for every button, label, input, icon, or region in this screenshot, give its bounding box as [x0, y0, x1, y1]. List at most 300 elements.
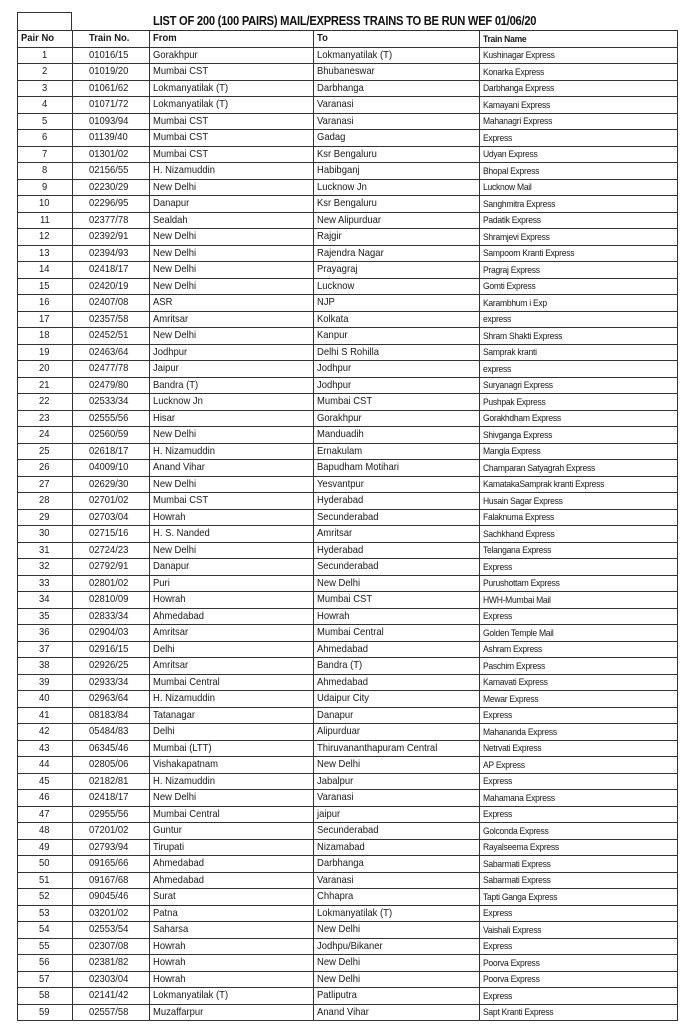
- train-no-cell-text: 09045/46: [89, 890, 129, 903]
- train-name-cell: [480, 476, 678, 493]
- train-no-cell-text: 01139/40: [89, 131, 129, 144]
- pair-no-cell: [18, 790, 73, 807]
- train-no-cell: [73, 724, 150, 741]
- pair-no-cell-text: 11: [39, 213, 50, 226]
- train-no-cell: [73, 971, 150, 988]
- table-row: [18, 641, 678, 658]
- train-name-cell-text: Telangana Express: [483, 545, 552, 556]
- train-no-cell: [73, 559, 150, 576]
- from-cell-text: H. Nizamuddin: [153, 774, 215, 787]
- to-cell: [314, 988, 480, 1005]
- train-name-cell-text: Shramjevi Express: [483, 231, 550, 243]
- from-cell: [150, 905, 314, 922]
- to-cell-text: Amritsar: [317, 527, 353, 540]
- from-cell: [150, 707, 314, 724]
- pair-no-cell-text: 38: [39, 659, 50, 672]
- table-row: [18, 476, 678, 493]
- train-no-cell: [73, 806, 150, 823]
- to-cell-text: Howrah: [317, 609, 350, 622]
- table-row: [18, 163, 678, 180]
- from-cell-text: Howrah: [153, 510, 186, 523]
- from-cell: [150, 47, 314, 64]
- train-no-cell: [73, 493, 150, 510]
- pair-no-cell: [18, 295, 73, 312]
- from-cell-text: Vishakapatnam: [153, 758, 218, 771]
- from-cell-text: Puri: [153, 576, 170, 589]
- pair-no-cell-text: 1: [42, 48, 48, 61]
- train-name-cell: [480, 427, 678, 444]
- train-name-cell: [480, 361, 678, 378]
- train-name-cell-text: Mangla Express: [483, 446, 541, 457]
- train-no-cell-text: 02715/16: [89, 527, 129, 540]
- train-name-cell-text: Sabarmati Express: [483, 875, 551, 886]
- train-no-cell-text: 02141/42: [89, 989, 129, 1002]
- train-name-cell-text: Express: [483, 776, 512, 787]
- to-cell: [314, 410, 480, 427]
- pair-no-cell: [18, 608, 73, 625]
- train-no-cell: [73, 460, 150, 477]
- table-body: [18, 47, 678, 1021]
- from-cell-text: Amritsar: [153, 659, 189, 672]
- from-cell-text: Mumbai CST: [153, 114, 209, 127]
- train-name-cell-text: Golconda Express: [483, 825, 549, 837]
- header-pair-no: Pair No: [18, 31, 73, 48]
- train-name-cell: [480, 955, 678, 972]
- train-name-cell: [480, 80, 678, 97]
- pair-no-cell: [18, 344, 73, 361]
- train-no-cell: [73, 427, 150, 444]
- pair-no-cell-text: 17: [39, 312, 50, 325]
- to-cell: [314, 839, 480, 856]
- from-cell: [150, 823, 314, 840]
- from-cell: [150, 526, 314, 543]
- to-cell-text: Gorakhpur: [317, 411, 362, 424]
- pair-no-cell-text: 26: [39, 461, 50, 474]
- to-cell: [314, 938, 480, 955]
- to-cell-text: Secunderabad: [317, 560, 379, 573]
- train-name-cell-text: Express: [483, 990, 512, 1002]
- pair-no-cell: [18, 938, 73, 955]
- from-cell: [150, 922, 314, 939]
- to-cell-text: Ahmedabad: [317, 675, 368, 688]
- to-cell: [314, 773, 480, 790]
- table-row: [18, 410, 678, 427]
- train-name-cell: [480, 509, 678, 526]
- to-cell: [314, 278, 480, 295]
- pair-no-cell: [18, 526, 73, 543]
- to-cell: [314, 245, 480, 262]
- train-name-cell-text: express: [483, 314, 512, 325]
- train-no-cell: [73, 856, 150, 873]
- train-no-cell: [73, 146, 150, 163]
- to-cell: [314, 641, 480, 658]
- from-cell: [150, 740, 314, 757]
- train-name-cell: [480, 97, 678, 114]
- train-name-cell-text: Suryanagri Express: [483, 380, 553, 391]
- train-no-cell-text: 02394/93: [89, 246, 129, 259]
- pair-no-cell-text: 10: [39, 197, 50, 210]
- pair-no-cell-text: 7: [42, 147, 48, 160]
- from-cell: [150, 559, 314, 576]
- to-cell-text: Mumbai Central: [317, 626, 384, 639]
- table-row: [18, 938, 678, 955]
- from-cell-text: Mumbai Central: [153, 807, 220, 820]
- train-name-cell: [480, 196, 678, 213]
- to-cell-text: Anand Vihar: [317, 1005, 369, 1018]
- train-no-cell-text: 02392/91: [89, 230, 129, 243]
- train-no-cell-text: 09167/68: [89, 873, 129, 886]
- table-row: [18, 905, 678, 922]
- pair-no-cell: [18, 328, 73, 345]
- train-no-cell-text: 02479/80: [89, 378, 129, 391]
- train-name-cell: [480, 592, 678, 609]
- table-row: [18, 493, 678, 510]
- pair-no-cell-text: 24: [39, 428, 50, 441]
- train-name-cell-text: Express: [483, 561, 512, 573]
- train-no-cell: [73, 773, 150, 790]
- train-no-cell-text: 02533/34: [89, 395, 129, 408]
- train-name-cell: [480, 922, 678, 939]
- train-list-document: [17, 12, 677, 1021]
- from-cell: [150, 839, 314, 856]
- table-row: [18, 790, 678, 807]
- from-cell-text: H. Nizamuddin: [153, 444, 215, 457]
- pair-no-cell-text: 52: [39, 890, 50, 903]
- train-name-cell-text: Darbhanga Express: [483, 83, 554, 94]
- train-no-cell: [73, 262, 150, 279]
- from-cell-text: Sealdah: [153, 213, 188, 226]
- from-cell: [150, 377, 314, 394]
- table-row: [18, 658, 678, 675]
- from-cell: [150, 229, 314, 246]
- train-name-cell-text: Kamayani Express: [483, 99, 550, 111]
- train-name-cell-text: Express: [483, 809, 512, 820]
- to-cell: [314, 394, 480, 411]
- train-name-cell: [480, 691, 678, 708]
- from-cell-text: Lokmanyatilak (T): [153, 81, 229, 94]
- train-no-cell: [73, 526, 150, 543]
- pair-no-cell-text: 59: [39, 1005, 50, 1018]
- from-cell-text: Howrah: [153, 939, 186, 952]
- table-row: [18, 460, 678, 477]
- to-cell: [314, 542, 480, 559]
- to-cell-text: Gadag: [317, 131, 346, 144]
- pair-no-cell-text: 58: [39, 989, 50, 1002]
- train-no-cell-text: 02420/19: [89, 279, 129, 292]
- train-no-cell: [73, 163, 150, 180]
- train-name-cell: [480, 212, 678, 229]
- pair-no-cell-text: 6: [42, 131, 48, 144]
- train-no-cell-text: 02407/08: [89, 296, 129, 309]
- to-cell: [314, 823, 480, 840]
- train-no-cell-text: 01016/15: [89, 48, 129, 61]
- pair-no-cell-text: 23: [39, 411, 50, 424]
- train-no-cell: [73, 311, 150, 328]
- train-no-cell: [73, 179, 150, 196]
- to-cell-text: Prayagraj: [317, 263, 358, 276]
- pair-no-cell-text: 21: [39, 378, 50, 391]
- train-name-cell-text: Husain Sagar Express: [483, 495, 563, 507]
- to-cell-text: Lucknow: [317, 279, 355, 292]
- table-row: [18, 922, 678, 939]
- train-name-cell-text: Udyan Express: [483, 149, 538, 160]
- train-name-cell-text: Poorva Express: [483, 974, 540, 985]
- train-no-cell-text: 01093/94: [89, 114, 129, 127]
- header-from: From: [150, 31, 314, 48]
- to-cell-text: Secunderabad: [317, 824, 379, 837]
- train-no-cell: [73, 443, 150, 460]
- to-cell-text: Varanasi: [317, 873, 354, 886]
- train-name-cell: [480, 229, 678, 246]
- from-cell: [150, 806, 314, 823]
- train-name-cell-text: Karambhum i Exp: [483, 297, 547, 309]
- table-row: [18, 971, 678, 988]
- from-cell: [150, 938, 314, 955]
- table-row: [18, 361, 678, 378]
- train-name-cell-text: AP Express: [483, 759, 525, 771]
- to-cell: [314, 691, 480, 708]
- train-name-cell: [480, 410, 678, 427]
- from-cell-text: Muzaffarpur: [153, 1005, 204, 1018]
- table-row: [18, 856, 678, 873]
- pair-no-cell-text: 3: [42, 81, 48, 94]
- train-no-cell-text: 05484/83: [89, 725, 129, 738]
- to-cell-text: New Delhi: [317, 758, 361, 771]
- from-cell: [150, 295, 314, 312]
- train-no-cell-text: 02810/09: [89, 593, 129, 606]
- train-name-cell: [480, 245, 678, 262]
- train-name-cell: [480, 575, 678, 592]
- pair-no-cell-text: 48: [39, 824, 50, 837]
- table-row: [18, 988, 678, 1005]
- train-name-cell-text: Express: [483, 132, 512, 144]
- pair-no-cell-text: 49: [39, 840, 50, 853]
- pair-no-cell-text: 19: [39, 345, 50, 358]
- train-name-cell-text: Rayalseema Express: [483, 842, 559, 853]
- from-cell: [150, 592, 314, 609]
- from-cell-text: Danapur: [153, 197, 190, 210]
- train-no-cell: [73, 113, 150, 130]
- pair-no-cell: [18, 278, 73, 295]
- train-name-cell: [480, 394, 678, 411]
- train-name-cell: [480, 938, 678, 955]
- from-cell: [150, 113, 314, 130]
- from-cell: [150, 262, 314, 279]
- pair-no-cell-text: 15: [39, 279, 50, 292]
- pair-no-cell-text: 45: [39, 774, 50, 787]
- to-cell-text: Bapudham Motihari: [317, 461, 399, 474]
- train-name-cell-text: Paschim Express: [483, 660, 546, 672]
- pair-no-cell-text: 50: [39, 857, 50, 870]
- train-name-cell: [480, 823, 678, 840]
- pair-no-cell: [18, 493, 73, 510]
- to-cell-text: Ksr Bengaluru: [317, 197, 377, 210]
- pair-no-cell-text: 56: [39, 956, 50, 969]
- table-row: [18, 295, 678, 312]
- train-name-cell: [480, 724, 678, 741]
- train-no-cell: [73, 1004, 150, 1021]
- pair-no-cell: [18, 971, 73, 988]
- to-cell-text: Udaipur City: [317, 692, 370, 705]
- from-cell: [150, 460, 314, 477]
- from-cell-text: Lucknow Jn: [153, 395, 203, 408]
- train-name-cell-text: Shivganga Express: [483, 429, 553, 441]
- table-row: [18, 575, 678, 592]
- to-cell-text: Manduadih: [317, 428, 364, 441]
- train-no-cell: [73, 625, 150, 642]
- table-row: [18, 311, 678, 328]
- table-row: [18, 592, 678, 609]
- to-cell-text: Hyderabad: [317, 543, 364, 556]
- train-name-cell-text: Kamavati Express: [483, 677, 548, 688]
- train-no-cell: [73, 707, 150, 724]
- train-name-cell-text: Netrvati Express: [483, 743, 542, 754]
- to-cell-text: Jodhpur: [317, 378, 352, 391]
- to-cell: [314, 922, 480, 939]
- train-no-cell-text: 04009/10: [89, 461, 129, 474]
- to-cell: [314, 674, 480, 691]
- from-cell-text: Anand Vihar: [153, 461, 205, 474]
- train-no-cell-text: 02963/64: [89, 692, 129, 705]
- pair-no-cell-text: 47: [39, 807, 50, 820]
- header-row: [18, 31, 678, 48]
- train-name-cell: [480, 757, 678, 774]
- table-row: [18, 212, 678, 229]
- train-no-cell: [73, 245, 150, 262]
- table-row: [18, 823, 678, 840]
- pair-no-cell: [18, 905, 73, 922]
- train-no-cell-text: 02463/64: [89, 345, 129, 358]
- from-cell-text: Howrah: [153, 956, 186, 969]
- from-cell-text: Delhi: [153, 725, 175, 738]
- pair-no-cell: [18, 311, 73, 328]
- table-row: [18, 146, 678, 163]
- train-no-cell-text: 02357/58: [89, 312, 129, 325]
- train-no-cell: [73, 740, 150, 757]
- table-row: [18, 542, 678, 559]
- to-cell: [314, 790, 480, 807]
- from-cell: [150, 641, 314, 658]
- train-name-cell: [480, 1004, 678, 1021]
- train-no-cell: [73, 988, 150, 1005]
- train-no-cell: [73, 212, 150, 229]
- to-cell-text: Chhapra: [317, 890, 354, 903]
- train-name-cell: [480, 47, 678, 64]
- from-cell: [150, 146, 314, 163]
- from-cell: [150, 328, 314, 345]
- to-cell: [314, 740, 480, 757]
- train-name-cell: [480, 526, 678, 543]
- train-name-cell: [480, 608, 678, 625]
- train-name-cell: [480, 146, 678, 163]
- pair-no-cell: [18, 47, 73, 64]
- train-name-cell-text: Mewar Express: [483, 693, 539, 705]
- train-no-cell-text: 02724/23: [89, 543, 129, 556]
- to-cell: [314, 130, 480, 147]
- train-name-cell-text: Sapt Kranti Express: [483, 1007, 554, 1018]
- pair-no-cell: [18, 394, 73, 411]
- to-cell-text: Danapur: [317, 708, 354, 721]
- train-no-cell-text: 02926/25: [89, 659, 129, 672]
- pair-no-cell: [18, 740, 73, 757]
- from-cell-text: Ahmedabad: [153, 873, 204, 886]
- from-cell-text: H. Nizamuddin: [153, 164, 215, 177]
- from-cell-text: Mumbai CST: [153, 147, 209, 160]
- pair-no-cell: [18, 361, 73, 378]
- train-name-cell-text: Mahanagri Express: [483, 116, 553, 127]
- to-cell: [314, 113, 480, 130]
- table-row: [18, 196, 678, 213]
- train-name-cell: [480, 641, 678, 658]
- pair-no-cell-text: 18: [39, 329, 50, 342]
- to-cell: [314, 856, 480, 873]
- train-no-cell-text: 02618/17: [89, 444, 129, 457]
- from-cell-text: Lokmanyatilak (T): [153, 98, 229, 111]
- pair-no-cell: [18, 97, 73, 114]
- table-row: [18, 691, 678, 708]
- table-row: [18, 625, 678, 642]
- from-cell-text: Guntur: [153, 824, 182, 837]
- from-cell: [150, 971, 314, 988]
- train-name-cell-text: Padatik Express: [483, 215, 541, 226]
- train-no-cell-text: 02792/91: [89, 560, 129, 573]
- to-cell: [314, 575, 480, 592]
- table-row: [18, 344, 678, 361]
- to-cell: [314, 64, 480, 81]
- from-cell-text: Saharsa: [153, 923, 189, 936]
- to-cell: [314, 262, 480, 279]
- train-no-cell: [73, 80, 150, 97]
- to-cell: [314, 328, 480, 345]
- pair-no-cell: [18, 773, 73, 790]
- train-name-cell-text: Express: [483, 908, 512, 919]
- train-no-cell: [73, 130, 150, 147]
- to-cell-text: New Delhi: [317, 923, 361, 936]
- train-name-cell-text: Sabarmati Express: [483, 858, 551, 870]
- train-no-cell: [73, 229, 150, 246]
- train-name-cell: [480, 625, 678, 642]
- pair-no-cell-text: 30: [39, 527, 50, 540]
- train-name-cell-text: HWH-Mumbai Mail: [483, 594, 551, 606]
- from-cell-text: Amritsar: [153, 312, 189, 325]
- from-cell: [150, 955, 314, 972]
- train-name-cell: [480, 179, 678, 196]
- train-no-cell: [73, 476, 150, 493]
- train-name-cell-text: Konarka Express: [483, 66, 545, 78]
- from-cell-text: Lokmanyatilak (T): [153, 989, 229, 1002]
- pair-no-cell: [18, 80, 73, 97]
- from-cell: [150, 872, 314, 889]
- from-cell: [150, 344, 314, 361]
- table-row: [18, 113, 678, 130]
- to-cell: [314, 80, 480, 97]
- header-to: To: [314, 31, 480, 48]
- from-cell: [150, 64, 314, 81]
- train-name-cell-text: Shram Shakti Express: [483, 330, 563, 342]
- to-cell-text: NJP: [317, 296, 335, 309]
- pair-no-cell: [18, 922, 73, 939]
- to-cell: [314, 212, 480, 229]
- from-cell: [150, 608, 314, 625]
- to-cell-text: jaipur: [317, 807, 341, 820]
- train-no-cell: [73, 410, 150, 427]
- train-name-cell-text: Poorva Express: [483, 957, 540, 969]
- train-name-cell-text: Express: [483, 611, 512, 622]
- train-no-cell-text: 02933/34: [89, 675, 129, 688]
- train-name-cell: [480, 773, 678, 790]
- pair-no-cell: [18, 476, 73, 493]
- to-cell-text: Jodhpur: [317, 362, 352, 375]
